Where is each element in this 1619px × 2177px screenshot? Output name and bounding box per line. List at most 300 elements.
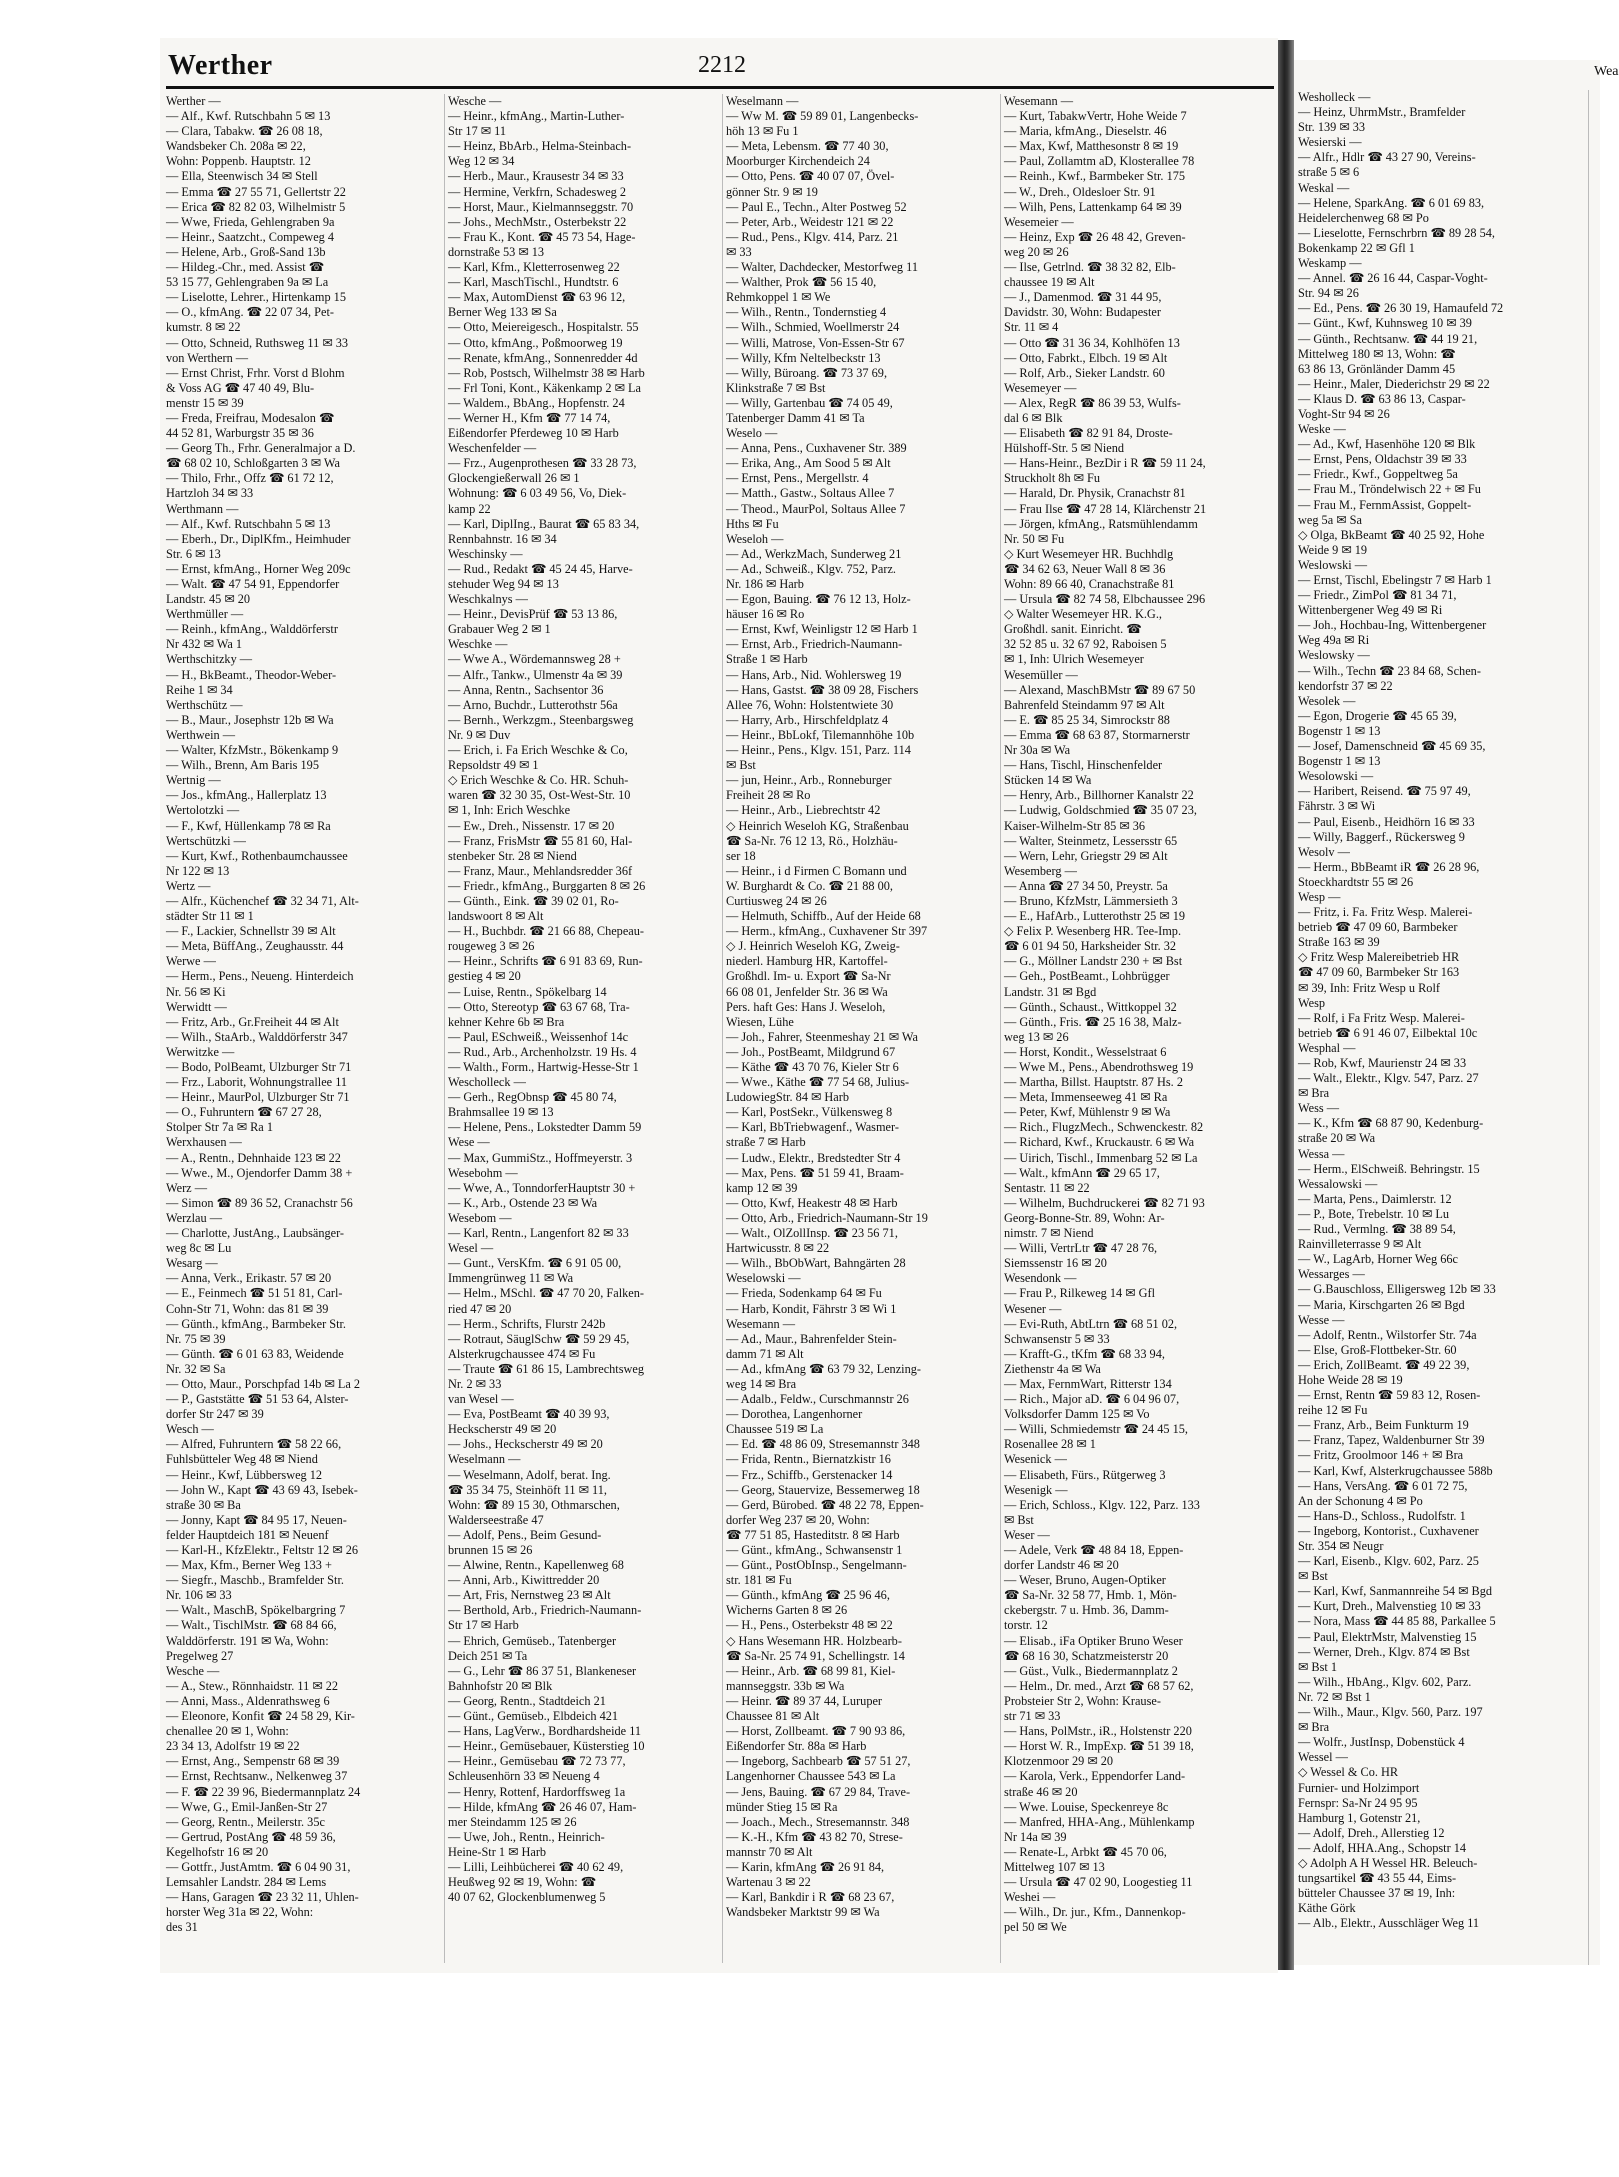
column-4 [1000,94,1276,1963]
directory-entry-line: straße 7 ✉ Harb [726,1135,806,1150]
directory-entry-line: ✉ 1, Inh: Ulrich Wesemeyer [1004,652,1144,667]
directory-entry-line: Rennbahnstr. 16 ✉ 34 [448,531,557,546]
directory-entry-line: — Wilh., Rentn., Tondernstieg 4 [726,305,887,320]
directory-entry-line: — Simon ☎ 89 36 52, Cranachstr 56 [166,1195,353,1210]
directory-entry-line: Wesebohm — [448,1165,518,1180]
directory-entry-line: Wertz — [166,878,211,893]
directory-entry-line: — Lilli, Leihbücherei ☎ 40 62 49, [448,1859,624,1874]
directory-entry-line: — Maria, kfmAng., Dieselstr. 46 [1004,124,1167,139]
facing-entry-line: — Wilh., Techn ☎ 23 84 68, Schen- [1298,663,1481,678]
directory-entry-line: — Eleonore, Konfit ☎ 24 58 29, Kir- [166,1709,355,1724]
directory-entry-line: — Erica ☎ 82 82 03, Wilhelmistr 5 [166,199,346,214]
directory-entry-line: — Joach., Mech., Stresemannstr. 348 [726,1814,910,1829]
directory-entry-line: — Frz., Laborit, Wohnungstrallee 11 [166,1075,348,1090]
directory-entry-line: dornstraße 53 ✉ 13 [448,244,545,259]
directory-entry-line: Langenhorner Chaussee 543 ✉ La [726,1769,896,1784]
facing-page-header: Wea [1594,64,1619,79]
facing-entry-line: — Karl, Eisenb., Klgv. 602, Parz. 25 [1298,1554,1479,1569]
facing-entry-line: — Paul, Eisenb., Heidhörn 16 ✉ 33 [1298,814,1475,829]
directory-entry-line: Stolper Str 7a ✉ Ra 1 [166,1120,273,1135]
directory-entry-line: — Wwe A., Wördemannsweg 28 + [448,652,621,667]
directory-entry-line: — Willy, Gartenbau ☎ 74 05 49, [726,395,893,410]
facing-entry-line: Str. 139 ✉ 33 [1298,120,1366,135]
directory-entry-line: — F., Lackier, Schnellstr 39 ✉ Alt [166,924,336,939]
directory-entry-line: — Heinr., Arb., Liebrechtstr 42 [726,803,881,818]
directory-entry-line: — Arno, Buchdr., Lutterothstr 56a [448,697,618,712]
facing-entry-line: — Josef, Damenschneid ☎ 45 69 35, [1298,739,1486,754]
directory-entry-line: Werther — [166,94,221,108]
directory-entry-line: Straße 1 ✉ Harb [726,652,808,667]
directory-entry-line: — Hans-Heinr., BezDir i R ☎ 59 11 24, [1004,456,1206,471]
directory-entry-line: — Bodo, PolBeamt, Ulzburger Str 71 [166,1060,352,1074]
directory-entry-line: — Günth., Fris. ☎ 25 16 38, Malz- [1004,1014,1182,1029]
directory-entry-line: kamp 12 ✉ 39 [726,1180,798,1195]
directory-entry-line: — Hans, Arb., Nid. Wohlersweg 19 [726,667,902,682]
directory-entry-line: — Günth., Eink. ☎ 39 02 01, Ro- [448,893,619,908]
directory-entry-line: ☎ 6 01 94 50, Harksheider Str. 32 [1004,939,1177,954]
directory-entry-line: — Ernst Christ, Frhr. Vorst d Blohm [166,365,345,380]
directory-entry-line: Weser — [1004,1527,1050,1542]
directory-entry-line: — Erich, i. Fa Erich Weschke & Co, [448,743,628,758]
directory-entry-line: — Karl, MaschTischl., Hundtstr. 6 [448,275,619,290]
facing-entry-line: Str. 354 ✉ Neugr [1298,1539,1384,1553]
directory-entry-line: kamp 22 [448,501,491,516]
running-head-title: Werther [168,50,273,81]
directory-entry-line: — Hans, Garagen ☎ 23 32 11, Uhlen- [166,1890,359,1905]
directory-entry-line: Nr 14a ✉ 39 [1004,1829,1067,1844]
directory-entry-line: — Geh., PostBeamt., Lohbrügger [1004,969,1170,984]
facing-entry-line: — Werner, Dreh., Klgv. 874 ✉ Bst [1298,1644,1470,1659]
directory-entry-line: — Elisabeth ☎ 82 91 84, Droste- [1004,426,1173,441]
directory-entry-line: Freiheit 28 ✉ Ro [726,788,811,803]
facing-entry-line: straße 20 ✉ Wa [1298,1131,1376,1146]
directory-entry-line: — Peter, Kwf, Mühlenstr 9 ✉ Wa [1004,1105,1171,1120]
facing-entry-line: ◇ Adolph A H Wessel HR. Beleuch- [1298,1855,1478,1870]
directory-entry-line: horster Weg 31a ✉ 22, Wohn: [166,1905,314,1920]
directory-entry-line: ☎ Sa-Nr. 76 12 13, Rö., Holzhäu- [726,833,898,848]
directory-entry-line: — Ad., Schweiß., Klgv. 752, Parz. [726,561,896,576]
directory-entry-line: — Charlotte, JustAng., Laubsänger- [166,1226,345,1241]
directory-entry-line: Werzlau — [166,1210,223,1225]
directory-entry-line: — Anna, Verk., Erikastr. 57 ✉ 20 [166,1271,332,1286]
directory-entry-line: Klinkstraße 7 ✉ Bst [726,380,826,395]
directory-entry-line: — E., Feinmech ☎ 51 51 81, Carl- [166,1286,343,1301]
facing-entry-line: — Franz, Arb., Beim Funkturm 19 [1298,1418,1469,1433]
directory-entry-line: dorfer Weg 237 ✉ 20, Wohn: [726,1512,870,1527]
facing-page-next-column [1588,90,1609,1965]
directory-entry-line: Landstr. 45 ✉ 20 [166,592,251,607]
directory-entry-line: — Willi, Matrose, Von-Essen-Str 67 [726,335,905,350]
directory-entry-line: str. 181 ✉ Fu [726,1573,792,1588]
directory-entry-line: felder Hauptdeich 181 ✉ Neuenf [166,1527,329,1542]
directory-entry-line: — Alf., Kwf. Rutschbahn 5 ✉ 13 [166,109,331,124]
directory-entry-line: Wesarg — [166,1256,218,1271]
facing-entry-line: Wesolowski — [1298,769,1374,784]
directory-entry-line: — Berthold, Arb., Friedrich-Naumann- [448,1603,642,1618]
facing-entry-line: — Ernst, Rentn ☎ 59 83 12, Rosen- [1298,1388,1481,1403]
directory-entry-line: — Heinr., Gemüsebauer, Küsterstieg 10 [448,1739,645,1754]
directory-entry-line: — Heinr., Pens., Klgv. 151, Parz. 114 [726,743,911,758]
directory-entry-line: — Rud., Arb., Archenholzstr. 19 Hs. 4 [448,1044,637,1059]
directory-entry-line: landswoort 8 ✉ Alt [448,909,544,924]
directory-entry-line: — Günth., Schaust., Wittkoppel 32 [1004,999,1177,1014]
directory-entry-line: — Richard, Kwf., Kruckaustr. 6 ✉ Wa [1004,1135,1195,1150]
directory-entry-line: — Horst, Maur., Kielmannseggstr. 70 [448,199,634,214]
facing-entry-line: Weide 9 ✉ 19 [1298,542,1368,557]
directory-entry-line: Werthschütz — [166,697,243,712]
page-number: 2212 [698,52,746,78]
directory-entry-line: ☎ 68 02 10, Schloßgarten 3 ✉ Wa [166,456,340,471]
facing-entry-line: Voght-Str 94 ✉ 26 [1298,406,1390,421]
facing-entry-line: — Rolf, i Fa Fritz Wesp. Malerei- [1298,1010,1465,1025]
directory-entry-line: Wesenigk — [1004,1482,1068,1497]
directory-entry-line: — Gertrud, PostAng ☎ 48 59 36, [166,1829,336,1844]
directory-entry-line: Weschenfelder — [448,441,537,456]
facing-entry-line: — Marta, Pens., Daimlerstr. 12 [1298,1191,1452,1206]
facing-entry-line: Käthe Görk [1298,1901,1356,1916]
directory-entry-line: Großhdl. sanit. Einricht. ☎ [1004,622,1142,637]
directory-entry-line: — Paul, Zollamtm aD, Klosterallee 78 [1004,154,1195,169]
directory-entry-line: — Ernst, kfmAng., Horner Weg 209c [166,561,351,576]
directory-entry-line: — Alex, RegR ☎ 86 39 53, Wulfs- [1004,395,1181,410]
directory-entry-line: Landstr. 31 ✉ Bgd [1004,984,1097,999]
directory-entry-line: — Herm., Pens., Neueng. Hinterdeich [166,969,354,984]
directory-entry-line: — Anna, Pens., Cuxhavener Str. 389 [726,441,907,456]
directory-entry-line: Wandsbeker Marktstr 99 ✉ Wa [726,1905,880,1920]
directory-entry-line: ☎ 77 51 85, Hasteditstr. 8 ✉ Harb [726,1527,900,1542]
directory-entry-line: — E., HafArb., Lutterothstr 25 ✉ 19 [1004,909,1186,924]
directory-entry-line: 23 34 13, Adolfstr 19 ✉ 22 [166,1739,300,1754]
facing-entry-line: Weslowsky — [1298,648,1370,663]
directory-entry-line: — J., Damenmod. ☎ 31 44 95, [1004,290,1162,305]
facing-entry-line: kendorfstr 37 ✉ 22 [1298,678,1393,693]
directory-entry-line: Nr 432 ✉ Wa 1 [166,637,243,652]
directory-entry-line: — Ad., WerkzMach, Sunderweg 21 [726,546,902,561]
directory-entry-line: — Hans, LagVerw., Bordhardsheide 11 [448,1724,642,1739]
directory-entry-line: — Wwe M., Pens., Abendrothsweg 19 [1004,1060,1194,1074]
facing-entry-line: — Fritz, Groolmoor 146 + ✉ Bra [1298,1448,1464,1463]
directory-entry-line: — Wilh, Pens, Lattenkamp 64 ✉ 39 [1004,199,1182,214]
directory-entry-line: — Adele, Verk ☎ 48 84 18, Eppen- [1004,1543,1184,1557]
directory-entry-line: Glockengießerwall 26 ✉ 1 [448,471,580,486]
directory-entry-line: straße 30 ✉ Ba [166,1497,241,1512]
directory-entry-line: — Theod., MaurPol, Soltaus Allee 7 [726,501,906,516]
facing-entry-line: straße 5 ✉ 6 [1298,165,1360,180]
directory-entry-line: ✉ Bst [726,758,756,773]
directory-entry-line: Werthschitzky — [166,652,253,667]
directory-entry-line: — Wilh., BbObWart, Bahngärten 28 [726,1256,906,1271]
directory-entry-line: — Rotraut, SäuglSchw ☎ 59 29 45, [448,1331,630,1346]
directory-entry-line: — Ilse, Getrlnd. ☎ 38 32 82, Elb- [1004,260,1176,275]
directory-entry-line: Großhdl. Im- u. Export ☎ Sa-Nr [726,969,891,984]
directory-entry-line: — Uirich, Tischl., Immenbarg 52 ✉ La [1004,1150,1198,1165]
directory-entry-line: Wese — [448,1135,490,1150]
directory-entry-line: — Alexand, MaschBMstr ☎ 89 67 50 [1004,682,1196,697]
directory-entry-line: ried 47 ✉ 20 [448,1301,512,1316]
directory-entry-line: — Otto, Kwf, Heakestr 48 ✉ Harb [726,1195,898,1210]
facing-entry-line: — Wilh., HbAng., Klgv. 602, Parz. [1298,1674,1472,1689]
directory-entry-line: — Heinr., Saatzcht., Compeweg 4 [166,229,335,244]
directory-entry-line: Berner Weg 133 ✉ Sa [448,305,557,320]
directory-entry-line: Str. 11 ✉ 4 [1004,320,1059,335]
facing-entry-line: Wesierski — [1298,135,1362,150]
directory-entry-line: — Emma ☎ 68 63 87, Stormarnerstr [1004,727,1190,742]
directory-entry-line: Weselmann — [726,94,799,108]
directory-entry-line: — Heinz, Exp ☎ 26 48 42, Greven- [1004,229,1186,244]
directory-entry-line: — Renate-L, Arbkt ☎ 45 70 06, [1004,1844,1167,1859]
directory-entry-line: — H., Buchbdr. ☎ 21 66 88, Chepeau- [448,924,644,939]
directory-entry-line: Georg-Bonne-Str. 89, Wohn: Ar- [1004,1210,1165,1225]
facing-entry-line: — Karl, Kwf, Sanmannreihe 54 ✉ Bgd [1298,1584,1493,1599]
directory-entry-line: — Erika, Ang., Am Sood 5 ✉ Alt [726,456,891,471]
facing-entry-line: ✉ 39, Inh: Fritz Wesp u Rolf [1298,980,1440,995]
directory-entry-line: — Wilh., Schmied, Woellmerstr 24 [726,320,900,335]
directory-entry-line: Walddörferstr. 191 ✉ Wa, Wohn: [166,1633,329,1648]
facing-entry-line: 63 86 13, Grönländer Damm 45 [1298,361,1456,376]
column-1 [166,94,438,1963]
directory-entry-line: — Renate, kfmAng., Sonnenredder 4d [448,350,638,365]
directory-entry-line: — Karl, BbTriebwagenf., Wasmer- [726,1120,899,1135]
directory-entry-line: — Paul, ESchweiß., Weissenhof 14c [448,1029,629,1044]
facing-entry-line: — Wilh., Maur., Klgv. 560, Parz. 197 [1298,1705,1483,1720]
directory-entry-line: — Willi, Schmiedemstr ☎ 24 45 15, [1004,1422,1189,1437]
directory-entry-line: Hths ✉ Fu [726,516,779,531]
directory-entry-line: — Weser, Bruno, Augen-Optiker [1004,1573,1166,1588]
directory-entry-line: Rehmkoppel 1 ✉ We [726,290,831,305]
page-header [168,44,1272,84]
facing-entry-line: Wesse — [1298,1312,1345,1327]
directory-entry-line: — K.-H., Kfm ☎ 43 82 70, Strese- [726,1829,903,1844]
directory-entry-line: — Rich., FlugzMech., Schwenckestr. 82 [1004,1120,1204,1135]
directory-entry-line: — Alfred, Fuhruntern ☎ 58 22 66, [166,1437,342,1452]
facing-entry-line: — Klaus D. ☎ 63 86 13, Caspar- [1298,391,1466,406]
directory-entry-line: Wohn: 89 66 40, Cranachstraße 81 [1004,577,1175,591]
directory-entry-line: — Peter, Arb., Weidestr 121 ✉ 22 [726,214,894,229]
directory-entry-line: — F., Kwf, Hüllenkamp 78 ✉ Ra [166,818,331,833]
directory-entry-line: Wesendonk — [1004,1271,1077,1286]
directory-entry-line: — Max, Kfm., Berner Weg 133 + [166,1558,332,1573]
facing-entry-line: ◇ Olga, BkBeamt ☎ 40 25 92, Hohe [1298,527,1485,542]
directory-entry-line: Nr. 186 ✉ Harb [726,577,804,591]
directory-entry-line: — Otto ☎ 31 36 34, Kohlhöfen 13 [1004,335,1180,350]
directory-entry-line: ◇ Hans Wesemann HR. Holzbearb- [726,1633,902,1648]
facing-entry-line: — Helene, SparkAng. ☎ 6 01 69 83, [1298,195,1485,210]
directory-entry-line: ☎ Sa-Nr. 32 58 77, Hmb. 1, Mön- [1004,1588,1177,1603]
directory-entry-line: — Herm., Schrifts, Flurstr 242b [448,1316,606,1331]
directory-entry-line: — Helene, Pens., Lokstedter Damm 59 [448,1120,642,1135]
directory-entry-line: Chaussee 81 ✉ Alt [726,1709,820,1724]
directory-entry-line: — Franz, Maur., Mehlandsredder 36f [448,863,633,878]
column-2 [444,94,720,1963]
facing-entry-line: — Friedr., ZimPol ☎ 81 34 71, [1298,588,1457,603]
directory-entry-line: Kaiser-Wilhelm-Str 85 ✉ 36 [1004,818,1146,833]
directory-entry-line: des 31 [166,1920,198,1935]
directory-entry-line: Alsterkrugchaussee 474 ✉ Fu [448,1346,596,1361]
directory-entry-line: — Max, Pens. ☎ 51 59 41, Braam- [726,1165,904,1180]
directory-entry-line: Wartenau 3 ✉ 22 [726,1875,811,1890]
facing-entry-line: — Frau M., Tröndelwisch 22 + ✉ Fu [1298,482,1481,497]
directory-entry-line: münder Stieg 15 ✉ Ra [726,1799,838,1814]
directory-entry-line: — Waldem., BbAng., Hopfenstr. 24 [448,395,625,410]
directory-entry-line: — Hilde, kfmAng ☎ 26 46 07, Ham- [448,1799,637,1814]
directory-entry-line: weg 20 ✉ 26 [1004,244,1069,259]
directory-entry-line: — Günth., kfmAng ☎ 25 96 46, [726,1588,890,1603]
directory-entry-line: — Henry, Rottenf, Hardorffsweg 1a [448,1784,626,1799]
directory-entry-line: häuser 16 ✉ Ro [726,607,805,622]
directory-entry-line: Wesemann — [1004,94,1074,108]
directory-entry-line: — Thilo, Frhr., Offz ☎ 61 72 12, [166,471,334,486]
facing-entry-line: ◇ Fritz Wesp Malereibetrieb HR [1298,950,1460,965]
facing-entry-line: — Adolf, HHA.Ang., Schopstr 14 [1298,1840,1467,1855]
directory-entry-line: — Evi-Ruth, AbtLtrn ☎ 68 51 02, [1004,1316,1178,1331]
directory-entry-line: — Rud., Pens., Klgv. 414, Parz. 21 [726,229,899,244]
directory-entry-line: — Walt., MaschB, Spökelbargring 7 [166,1603,346,1618]
facing-entry-line: — Heinr., Maler, Diederichstr 29 ✉ 22 [1298,376,1490,391]
directory-entry-line: — Heinr., MaurPol, Ulzburger Str 71 [166,1090,350,1105]
directory-entry-line: — Reinh., Kwf., Barmbeker Str. 175 [1004,169,1186,184]
directory-entry-line: — Ludw., Elektr., Bredstedter Str 4 [726,1150,901,1165]
facing-entry-line: Weske — [1298,422,1346,437]
facing-entry-line: — Friedr., Kwf., Goppeltweg 5a [1298,467,1458,482]
directory-entry-line: — Karl-H., KfzElektr., Feltstr 12 ✉ 26 [166,1543,358,1557]
facing-entry-line: Wessa — [1298,1146,1345,1161]
directory-entry-line: — Willy, Kfm Neltelbeckstr 13 [726,350,881,365]
facing-entry-line: — Maria, Kirschgarten 26 ✉ Bgd [1298,1297,1465,1312]
directory-entry-line: — B., Maur., Josephstr 12b ✉ Wa [166,712,334,727]
directory-entry-line: Deich 251 ✉ Ta [448,1648,528,1663]
directory-entry-line: mer Steindamm 125 ✉ 26 [448,1814,577,1829]
facing-entry-line: Furnier- und Holzimport [1298,1780,1420,1795]
directory-entry-line: rougeweg 3 ✉ 26 [448,939,535,954]
directory-entry-line: Brahmsallee 19 ✉ 13 [448,1105,554,1120]
directory-entry-line: Heußweg 92 ✉ 19, Wohn: ☎ [448,1875,597,1890]
directory-entry-line: stehuder Weg 94 ✉ 13 [448,577,559,591]
directory-entry-line: ☎ 34 62 63, Neuer Wall 8 ✉ 36 [1004,561,1166,576]
directory-entry-line: — Anna ☎ 27 34 50, Preystr. 5a [1004,878,1168,893]
directory-entry-line: & Voss AG ☎ 47 40 49, Blu- [166,380,315,395]
directory-entry-line: menstr 15 ✉ 39 [166,395,244,410]
directory-entry-line: Weschke — [448,637,508,652]
directory-entry-line: Hülshoff-Str. 5 ✉ Niend [1004,441,1125,456]
facing-entry-line: Wesphal — [1298,1040,1356,1055]
directory-entry-line: — Eva, PostBeamt ☎ 40 39 93, [448,1407,610,1422]
facing-entry-line: Heidelerchenweg 68 ✉ Po [1298,210,1429,225]
directory-entry-line: — Liselotte, Lehrer., Hirtenkamp 15 [166,290,346,305]
directory-entry-line: — Willi, VertrLtr ☎ 47 28 76, [1004,1241,1158,1256]
directory-entry-line: — Otto, Stereotyp ☎ 63 67 68, Tra- [448,999,630,1014]
facing-entry-line: — Annel. ☎ 26 16 44, Caspar-Voght- [1298,271,1488,286]
facing-entry-line: — Günt., Kwf, Kuhnsweg 10 ✉ 39 [1298,316,1472,331]
directory-entry-line: — Eberh., Dr., DiplKfm., Heimhuder [166,531,351,546]
directory-entry-line: — Kurt, TabakwVertr, Hohe Weide 7 [1004,109,1187,124]
directory-entry-line: ✉ 33 [726,244,752,259]
directory-entry-line: — Werner H., Kfm ☎ 77 14 74, [448,410,611,425]
directory-entry-line: weg 14 ✉ Bra [726,1376,797,1391]
directory-entry-line: — Helm., Dr. med., Arzt ☎ 68 57 62, [1004,1678,1194,1693]
directory-entry-line: Nr. 32 ✉ Sa [166,1361,226,1376]
directory-entry-line: — G., Möllner Landstr 230 + ✉ Bst [1004,954,1183,969]
directory-entry-line: — Günt., Gemüseb., Elbdeich 421 [448,1709,619,1724]
directory-entry-line: — W., Dreh., Oldesloer Str. 91 [1004,184,1156,199]
facing-entry-line: — Adolf, Dreh., Allerstieg 12 [1298,1825,1445,1840]
directory-entry-line: — Frau Ilse ☎ 47 28 14, Klärchenstr 21 [1004,501,1207,516]
directory-entry-line: — Kurt, Kwf., Rothenbaumchaussee [166,848,348,863]
directory-entry-line: — Joh., Fahrer, Steenmeshay 21 ✉ Wa [726,1029,918,1044]
facing-entry-line: — Lieselotte, Fernschrbrn ☎ 89 28 54, [1298,225,1496,240]
directory-entry-line: — Frida, Rentn., Biernatzkistr 16 [726,1452,891,1467]
directory-entry-line: — Wern, Lehr, Griegstr 29 ✉ Alt [1004,848,1168,863]
directory-entry-line: — Ernst, Rechtsanw., Nelkenweg 37 [166,1769,348,1784]
directory-entry-line: Cohn-Str 71, Wohn: das 81 ✉ 39 [166,1301,329,1316]
directory-entry-line: — K., Arb., Ostende 23 ✉ Wa [448,1195,598,1210]
directory-entry-line: niederl. Hamburg HR, Kartoffel- [726,954,888,969]
directory-entry-line: — Heinr., kfmAng., Martin-Luther- [448,109,625,124]
facing-entry-line: ✉ Bst 1 [1298,1659,1338,1674]
directory-entry-line: — Meta, BüffAng., Zeughausstr. 44 [166,939,344,954]
directory-entry-line: Werthwein — [166,727,236,742]
directory-entry-line: Wesebom — [448,1210,512,1225]
directory-entry-line: — Ad., kfmAng ☎ 63 79 32, Lenzing- [726,1361,921,1376]
directory-entry-line: — Rolf, Arb., Sieker Landstr. 60 [1004,365,1165,380]
facing-entry-line: — Adolf, Rentn., Wilstorfer Str. 74a [1298,1327,1477,1342]
directory-entry-line: — Willy, Büroang. ☎ 73 37 69, [726,365,888,380]
directory-entry-line: Str 17 ✉ Harb [448,1618,519,1633]
directory-entry-line: Davidstr. 30, Wohn: Budapester [1004,305,1161,320]
directory-entry-line: weg 8c ✉ Lu [166,1241,232,1256]
directory-entry-line: — Henry, Arb., Billhorner Kanalstr 22 [1004,788,1194,803]
facing-entry-line: betrieb ☎ 47 09 60, Barmbeker [1298,920,1458,935]
directory-entry-line: — Alwine, Rentn., Kapellenweg 68 [448,1558,624,1573]
directory-entry-line: — Walter, Steinmetz, Lessersstr 65 [1004,833,1178,848]
facing-entry-line: — Nora, Mass ☎ 44 85 88, Parkallee 5 [1298,1614,1496,1629]
directory-entry-line: Schleusenhörn 33 ✉ Neueng 4 [448,1769,600,1784]
directory-entry-line: chenallee 20 ✉ 1, Wohn: [166,1724,289,1739]
facing-entry-line: — Frau M., FernmAssist, Goppelt- [1298,497,1472,512]
directory-entry-line: ✉ 1, Inh: Erich Weschke [448,803,571,818]
directory-entry-line: — Bernh., Werkzgm., Steenbargsweg [448,712,634,727]
directory-entry-line: — Fritz, Arb., Gr.Freiheit 44 ✉ Alt [166,1014,339,1029]
directory-entry-line: — Herm., kfmAng., Cuxhavener Str 397 [726,924,928,939]
facing-entry-line: ✉ Bra [1298,1720,1330,1735]
directory-entry-line: — O., Fuhruntern ☎ 67 27 28, [166,1105,322,1120]
directory-entry-line: — Güst., Vulk., Biedermannplatz 2 [1004,1663,1178,1678]
facing-entry-line: — Fritz, i. Fa. Fritz Wesp. Malerei- [1298,905,1473,920]
directory-entry-line: Nr. 56 ✉ Ki [166,984,226,999]
directory-entry-line: Wesener — [1004,1301,1062,1316]
directory-entry-line: — Helmuth, Schiffb., Auf der Heide 68 [726,909,921,924]
directory-entry-line: Weselowski — [726,1271,801,1286]
directory-entry-line: Nr. 2 ✉ 33 [448,1376,502,1391]
directory-entry-line: — Helm., MSchl. ☎ 47 70 20, Falken- [448,1286,644,1301]
facing-entry-line: Wessarges — [1298,1267,1365,1282]
facing-entry-line: Wess — [1298,1101,1340,1116]
directory-entry-line: Nr 122 ✉ 13 [166,863,230,878]
directory-entry-line: — Matth., Gastw., Soltaus Allee 7 [726,486,895,501]
directory-entry-line: — A., Stew., Rönnhaidstr. 11 ✉ 22 [166,1678,338,1693]
directory-entry-line: — Jens, Bauing. ☎ 67 29 84, Trave- [726,1784,911,1799]
directory-entry-line: — Weselmann, Adolf, berat. Ing. [448,1467,611,1482]
facing-entry-line: Weslowski — [1298,557,1368,572]
directory-entry-line: Klotzenmoor 29 ✉ 20 [1004,1754,1114,1769]
directory-entry-line: Struckholt 8h ✉ Fu [1004,471,1101,486]
directory-entry-line: — F. ☎ 22 39 96, Biedermannplatz 24 [166,1784,361,1799]
directory-entry-line: gestieg 4 ✉ 20 [448,969,521,984]
facing-entry-line: — Wolfr., JustInsp, Dobenstück 4 [1298,1735,1465,1750]
directory-entry-line: — Karl, Rentn., Langenfort 82 ✉ 33 [448,1226,629,1241]
directory-entry-line: waren ☎ 32 30 35, Ost-West-Str. 10 [448,788,631,803]
columns-area [166,94,1276,1963]
directory-entry-line: — Alfr., Tankw., Ulmenstr 4a ✉ 39 [448,667,623,682]
